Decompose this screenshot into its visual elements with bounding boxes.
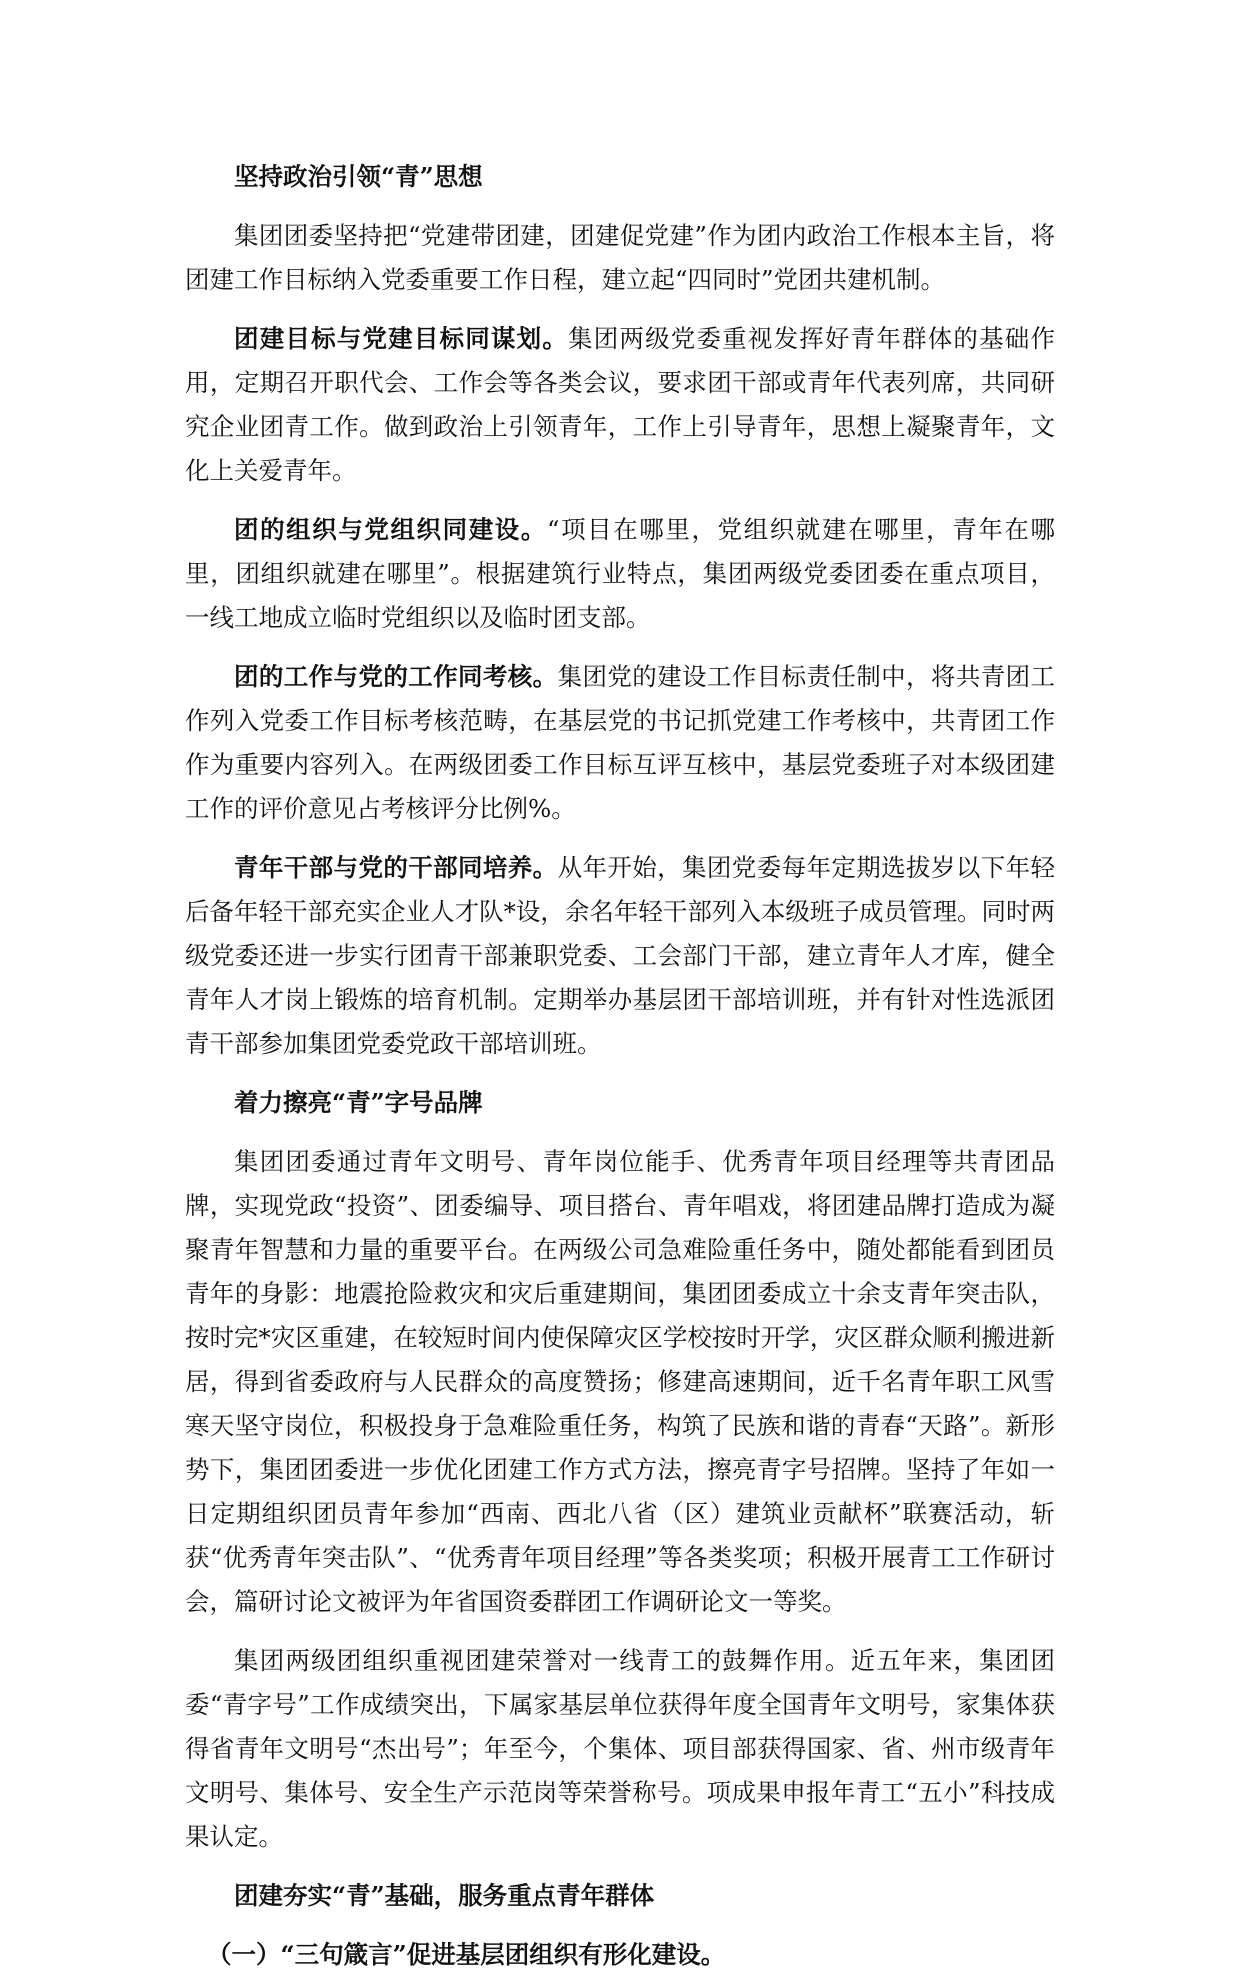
paragraph-text: 集团两级党委重视发挥好青年群体的基础作用，定期召开职代会、工作会等各类会议，要求团干部或青年代表列席，共同研究企业团青工作。做到政治上引领青年，工作上引导青年，思想上凝聚青年，文化上关爱青年。	[185, 324, 1055, 485]
paragraph	[185, 1639, 1055, 1859]
paragraph	[185, 846, 1055, 1066]
paragraph-lead: 团的组织与党组织同建设。	[234, 515, 547, 544]
paragraph-text: 集团团委通过青年文明号、青年岗位能手、优秀青年项目经理等共青团品牌，实现党政“投资”、团委编导、项目搭台、青年唱戏，将团建品牌打造成为凝聚青年智慧和力量的重要平台。在两级公司急难险重任务中，随处都能看到团员青年的身影：地震抢险救灾和灾后重建期间，集团团委成立十余支青年突击队，按时完*灾区重建，在较短时间内使保障灾区学校按时开学，灾区群众顺利搬进新居，得到省委政府与人民群众的高度赞扬；修建高速期间，近千名青年职工风雪寒天坚守岗位，积极投身于急难险重任务，构筑了民族和谐的青春“天路”。新形势下，集团团委进一步优化团建工作方式方法，擦亮青字号招牌。坚持了年如一日定期组织团员青年参加“西南、西北八省（区）建筑业贡献杯”联赛活动，斩获“优秀青年突击队”、“优秀青年项目经理”等各类奖项；积极开展青工工作研讨会，篇研讨论文被评为年省国资委群团工作调研论文一等奖。	[185, 1147, 1055, 1616]
paragraph-text: 集团两级团组织重视团建荣誉对一线青工的鼓舞作用。近五年来，集团团委“青字号”工作成绩突出，下属家基层单位获得年度全国青年文明号，家集体获得省青年文明号“杰出号”；年至今，个集体、项目部获得国家、省、州市级青年文明号、集体号、安全生产示范岗等荣誉称号。项成果申报年青工“五小”科技成果认定。	[185, 1646, 1055, 1851]
paragraph	[185, 214, 1055, 302]
paragraph	[185, 508, 1055, 640]
paragraph-text: 集团党的建设工作目标责任制中，将共青团工作列入党委工作目标考核范畴，在基层党的书记抓党建工作考核中，共青团工作作为重要内容列入。在两级团委工作目标互评互核中，基层党委班子对本级团建工作的评价意见占考核评分比例%。	[185, 662, 1055, 823]
sub-heading: （一）“三句箴言”促进基层团组织有形化建设。	[207, 1940, 726, 1969]
paragraph-lead: 团建目标与党建目标同谋划。	[234, 324, 569, 353]
paragraph	[185, 1140, 1055, 1624]
section-heading: 团建夯实“青”基础，服务重点青年群体	[234, 1881, 655, 1910]
paragraph-text: “项目在哪里，党组织就建在哪里，青年在哪里，团组织就建在哪里”。根据建筑行业特点，集团两级党委团委在重点项目，一线工地成立临时党组织以及临时团支部。	[185, 515, 1056, 632]
paragraph-lead: 青年干部与党的干部同培养。	[234, 853, 558, 882]
paragraph	[185, 655, 1055, 831]
section-heading: 着力擦亮“青”字号品牌	[234, 1088, 483, 1117]
paragraph-lead: 团的工作与党的工作同考核。	[234, 662, 558, 691]
paragraph-text: 从年开始，集团党委每年定期选拔岁以下年轻后备年轻干部充实企业人才队*设，余名年轻干部列入本级班子成员管理。同时两级党委还进一步实行团青干部兼职党委、工会部门干部，建立青年人才库，健全青年人才岗上锻炼的培育机制。定期举办基层团干部培训班，并有针对性选派团青干部参加集团党委党政干部培训班。	[185, 853, 1055, 1058]
document-page	[185, 155, 1055, 1977]
paragraph	[185, 317, 1055, 493]
section-heading: 坚持政治引领“青”思想	[234, 162, 483, 191]
paragraph-text: 集团团委坚持把“党建带团建，团建促党建”作为团内政治工作根本主旨，将团建工作目标纳入党委重要工作日程，建立起“四同时”党团共建机制。	[185, 221, 1055, 294]
